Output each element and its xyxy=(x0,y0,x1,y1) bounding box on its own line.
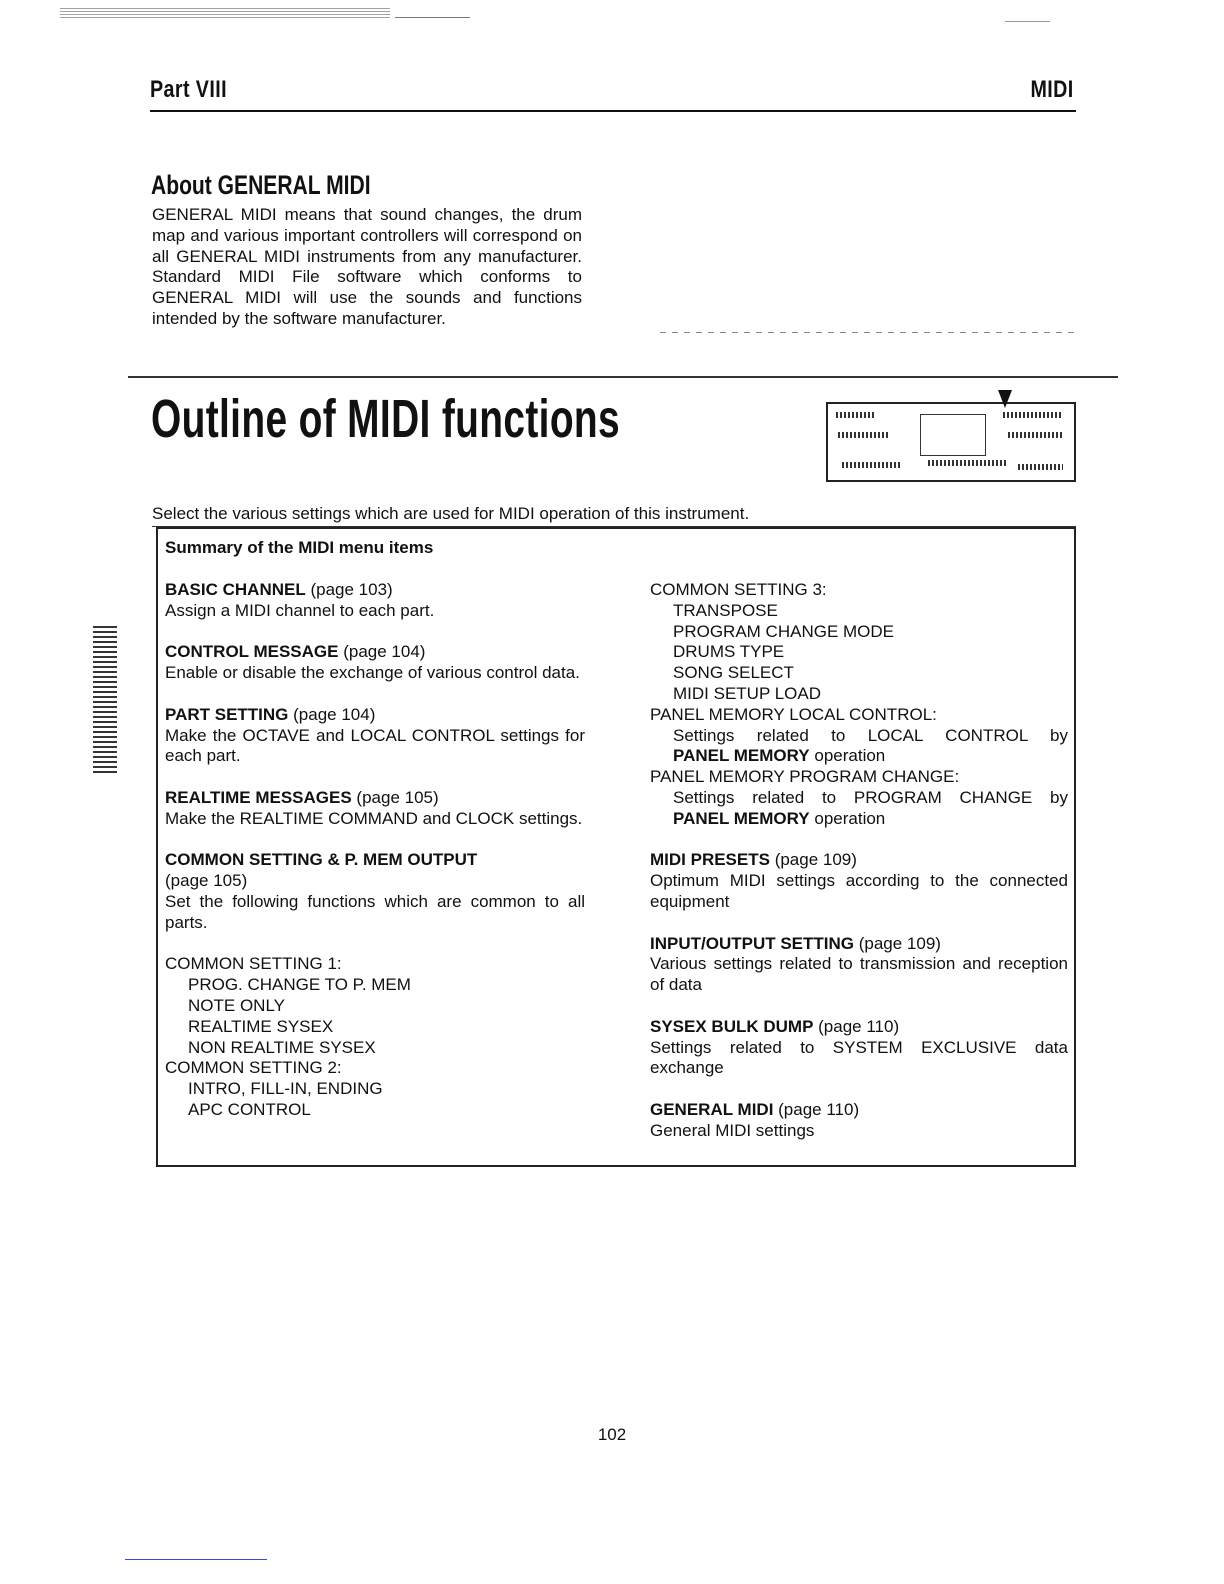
page-number: 102 xyxy=(597,1425,627,1444)
header-section: MIDI xyxy=(1030,76,1074,103)
item-heading: BASIC CHANNEL (page 103) xyxy=(165,580,393,599)
item-desc: Make the REALTIME COMMAND and CLOCK settings. xyxy=(165,808,583,828)
scan-artifact-line xyxy=(395,17,470,18)
scan-artifact-line xyxy=(660,332,1080,333)
list-item: SONG SELECT xyxy=(673,663,794,683)
scan-artifact-line xyxy=(1005,21,1050,22)
summary-left-column xyxy=(165,580,585,1121)
pointer-arrow-icon xyxy=(998,390,1012,408)
list-item: APC CONTROL xyxy=(188,1099,311,1119)
item-heading: SYSEX BULK DUMP (page 110) xyxy=(650,1016,900,1036)
item-desc: PANEL MEMORY operation xyxy=(673,746,886,766)
summary-title: Summary of the MIDI menu items xyxy=(165,538,434,557)
button-row-icon xyxy=(1008,432,1063,438)
item-desc: Settings related to LOCAL CONTROL by xyxy=(673,725,1068,745)
button-row-icon xyxy=(1003,412,1063,418)
item-desc: Various settings related to transmission and reception of data xyxy=(650,954,1068,995)
list-item: NON REALTIME SYSEX xyxy=(188,1037,376,1057)
item-heading: MIDI PRESETS (page 109) xyxy=(650,850,857,870)
item-heading: COMMON SETTING & P. MEM OUTPUT xyxy=(165,850,478,870)
item-heading: REALTIME MESSAGES (page 105) xyxy=(165,787,439,807)
list-item: REALTIME SYSEX xyxy=(188,1016,334,1036)
subgroup-title: COMMON SETTING 3: xyxy=(650,580,827,599)
list-item: TRANSPOSE xyxy=(673,600,778,620)
item-desc: Optimum MIDI settings according to the connected equipment xyxy=(650,871,1068,911)
item-desc: PANEL MEMORY operation xyxy=(673,808,886,828)
about-title: About GENERAL MIDI xyxy=(151,170,371,200)
list-item: DRUMS TYPE xyxy=(673,642,785,662)
item-page: (page 105) xyxy=(165,871,248,891)
list-item: INTRO, FILL-IN, ENDING xyxy=(188,1079,383,1099)
item-heading: CONTROL MESSAGE (page 104) xyxy=(165,642,426,662)
list-item: PROGRAM CHANGE MODE xyxy=(673,621,895,641)
display-screen-icon xyxy=(920,414,986,456)
outline-lead: Select the various settings which are used for MIDI operation of this instrument. xyxy=(152,504,750,523)
item-heading: INPUT/OUTPUT SETTING (page 109) xyxy=(650,933,941,953)
scan-artifact-barcode xyxy=(93,623,117,773)
item-desc: General MIDI settings xyxy=(650,1120,815,1140)
item-heading: GENERAL MIDI (page 110) xyxy=(650,1099,860,1119)
button-row-icon xyxy=(842,462,902,468)
button-row-icon xyxy=(1018,464,1063,470)
instrument-panel-illustration xyxy=(826,402,1076,482)
item-desc: Settings related to SYSTEM EXCLUSIVE data exchange xyxy=(650,1037,1068,1078)
button-row-icon xyxy=(836,412,876,418)
header-part: Part VIII xyxy=(150,76,227,103)
subgroup-title: COMMON SETTING 2: xyxy=(165,1058,342,1078)
header-rule xyxy=(150,110,1076,112)
item-heading: PART SETTING (page 104) xyxy=(165,704,376,724)
item-desc: Settings related to PROGRAM CHANGE by xyxy=(673,787,1068,807)
scan-artifact-top xyxy=(60,8,390,18)
section-rule xyxy=(128,376,1118,378)
outline-title: Outline of MIDI functions xyxy=(151,389,621,449)
footer-rule xyxy=(125,1559,267,1560)
subgroup-title: COMMON SETTING 1: xyxy=(165,954,342,974)
list-item: NOTE ONLY xyxy=(188,995,285,1015)
item-desc: Set the following functions which are common to all parts. xyxy=(165,891,585,932)
button-row-icon xyxy=(838,432,888,438)
summary-right-column xyxy=(650,580,1068,1142)
button-row-icon xyxy=(928,460,1008,466)
item-desc: Assign a MIDI channel to each part. xyxy=(165,600,435,620)
list-item: PROG. CHANGE TO P. MEM xyxy=(188,975,411,995)
item-desc: Enable or disable the exchange of various control data. xyxy=(165,663,580,683)
item-desc: Make the OCTAVE and LOCAL CONTROL settings for each part. xyxy=(165,725,585,766)
about-body: GENERAL MIDI means that sound changes, the drum map and various important controllers will correspond on all GENERAL MIDI instruments from any manufacturer. Standard MIDI File software which conforms to GENERAL MIDI will use the sounds and functions intended by the software manufacturer. xyxy=(152,205,582,328)
list-item: MIDI SETUP LOAD xyxy=(673,683,821,703)
subgroup-title: PANEL MEMORY PROGRAM CHANGE: xyxy=(650,767,960,787)
subgroup-title: PANEL MEMORY LOCAL CONTROL: xyxy=(650,704,937,724)
